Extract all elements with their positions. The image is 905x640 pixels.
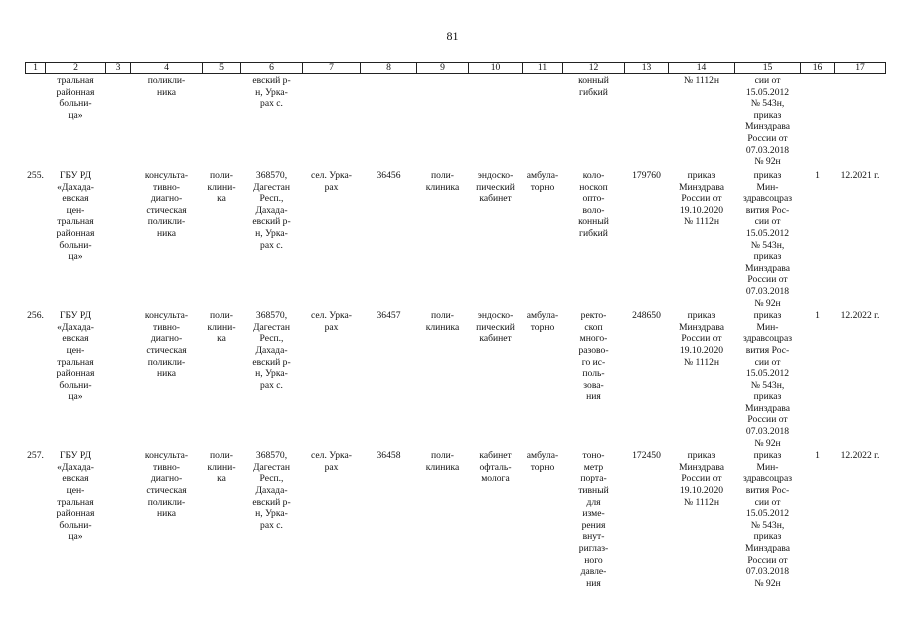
table-cell-col-12: конный гибкий xyxy=(578,75,609,98)
column-header-7: 7 xyxy=(303,63,361,74)
table-cell-col-11 xyxy=(523,74,563,170)
table-cell-col-16: 1 xyxy=(815,450,820,462)
table-cell-col-10 xyxy=(469,74,523,170)
table-cell-col-5: поли- клини- ка xyxy=(207,170,236,205)
table-cell-col-4: консульта- тивно- диагно- стическая поликли- ника xyxy=(144,450,189,520)
table-cell-col-1: 256. xyxy=(27,310,44,322)
table-cell-col-3 xyxy=(106,449,131,610)
column-header-8: 8 xyxy=(361,63,417,74)
table-cell-col-12: ректо- скоп много- разово- го ис- поль- зова- ния xyxy=(578,310,609,403)
table-cell-col-6: евский р- н, Урка- рах с. xyxy=(252,75,291,110)
page-number: 81 xyxy=(446,29,459,43)
table-cell-col-15: приказ Мин- здравсоцраз вития Рос- сии от 15.05.2012 № 543н, приказ Минздрава России от 07.03.2018 № 92н xyxy=(742,170,793,309)
table-cell-col-15: сии от 15.05.2012 № 543н, приказ Минздрава России от 07.03.2018 № 92н xyxy=(744,75,790,168)
table-cell-col-9: поли- клиника xyxy=(425,450,460,473)
table-cell-col-9: поли- клиника xyxy=(425,310,460,333)
column-header-15: 15 xyxy=(735,63,801,74)
table-cell-col-17: 12.2022 г. xyxy=(840,450,880,462)
table-row xyxy=(26,169,886,309)
table-cell-col-6: 368570, Дагестан Респ., Дахада- евский р- н, Урка- рах с. xyxy=(252,310,291,391)
table-cell-col-1: 255. xyxy=(27,170,44,181)
table-cell-col-14: № 1112н xyxy=(683,75,720,86)
table-cell-col-10: эндоско- пический кабинет xyxy=(476,310,515,345)
table-cell-col-13: 179760 xyxy=(632,170,661,181)
table-cell-col-1 xyxy=(26,74,46,170)
column-header-14: 14 xyxy=(669,63,735,74)
table-cell-col-7 xyxy=(303,74,361,170)
table-cell-col-2: тральная районная больни- ца» xyxy=(56,75,95,121)
table-cell-col-4: консульта- тивно- диагно- стическая поликли- ника xyxy=(144,310,189,380)
table-cell-col-3 xyxy=(106,309,131,449)
table-cell-col-6: 368570, Дагестан Респ., Дахада- евский р- н, Урка- рах с. xyxy=(252,170,291,251)
table-cell-col-17: 12.2021 г. xyxy=(840,170,880,181)
table-cell-col-15: приказ Мин- здравсоцраз вития Рос- сии от 15.05.2012 № 543н, приказ Минздрава России от 07.03.2018 № 92н xyxy=(742,310,793,449)
column-header-17: 17 xyxy=(835,63,886,74)
column-header-4: 4 xyxy=(131,63,203,74)
column-header-16: 16 xyxy=(801,63,835,74)
column-header-10: 10 xyxy=(469,63,523,74)
table-cell-col-14: приказ Минздрава России от 19.10.2020 № 1112н xyxy=(678,310,724,368)
table-cell-col-5: поли- клини- ка xyxy=(207,310,236,345)
table-cell-col-7: сел. Урка- рах xyxy=(311,170,352,193)
table-cell-col-1: 257. xyxy=(27,450,44,462)
table-cell-col-2: ГБУ РД «Дахада- евская цен- тральная районная больни- ца» xyxy=(56,450,95,543)
table-cell-col-16: 1 xyxy=(815,170,820,181)
table-cell-col-10: кабинет офталь- молога xyxy=(479,450,512,485)
column-header-5: 5 xyxy=(203,63,241,74)
table-cell-col-9: поли- клиника xyxy=(425,170,460,193)
table-cell-col-7: сел. Урка- рах xyxy=(311,450,352,473)
table-cell-col-8: 36457 xyxy=(376,310,401,322)
table-cell-col-14: приказ Минздрава России от 19.10.2020 № 1112н xyxy=(678,170,724,228)
table-cell-col-16: 1 xyxy=(815,310,820,322)
equipment-table xyxy=(25,62,886,610)
table-row xyxy=(26,74,886,170)
table-cell-col-16 xyxy=(801,74,835,170)
table-cell-col-8: 36458 xyxy=(376,450,401,462)
table-cell-col-2: ГБУ РД «Дахада- евская цен- тральная районная больни- ца» xyxy=(56,170,95,263)
column-header-11: 11 xyxy=(523,63,563,74)
table-cell-col-17 xyxy=(835,74,886,170)
table-cell-col-13: 248650 xyxy=(632,310,661,322)
table-cell-col-2: ГБУ РД «Дахада- евская цен- тральная районная больни- ца» xyxy=(56,310,95,403)
column-header-12: 12 xyxy=(563,63,625,74)
column-header-9: 9 xyxy=(417,63,469,74)
table-cell-col-17: 12.2022 г. xyxy=(840,310,880,322)
table-cell-col-3 xyxy=(106,74,131,170)
column-number-header xyxy=(26,63,886,74)
table-cell-col-6: 368570, Дагестан Респ., Дахада- евский р- н, Урка- рах с. xyxy=(252,450,291,531)
table-cell-col-14: приказ Минздрава России от 19.10.2020 № 1112н xyxy=(678,450,724,508)
column-header-1: 1 xyxy=(26,63,46,74)
table-cell-col-11: амбула- торно xyxy=(526,450,559,473)
table-row xyxy=(26,449,886,610)
table-cell-col-11: амбула- торно xyxy=(526,310,559,333)
table-cell-col-8: 36456 xyxy=(376,170,401,181)
table-cell-col-8 xyxy=(361,74,417,170)
column-header-2: 2 xyxy=(46,63,106,74)
table-cell-col-9 xyxy=(417,74,469,170)
table-cell-col-5: поли- клини- ка xyxy=(207,450,236,485)
table-cell-col-13: 172450 xyxy=(632,450,661,462)
table-cell-col-15: приказ Мин- здравсоцраз вития Рос- сии от 15.05.2012 № 543н, приказ Минздрава России от 07.03.2018 № 92н xyxy=(742,450,793,589)
table-cell-col-3 xyxy=(106,169,131,309)
table-cell-col-12: тоно- метр порта- тивный для изме- рения внут- риглаз- ного давле- ния xyxy=(578,450,609,589)
table-cell-col-4: консульта- тивно- диагно- стическая поликли- ника xyxy=(144,170,189,239)
table-cell-col-5 xyxy=(203,74,241,170)
table-row xyxy=(26,309,886,449)
table-cell-col-10: эндоско- пический кабинет xyxy=(476,170,515,205)
table-cell-col-7: сел. Урка- рах xyxy=(311,310,352,333)
column-header-6: 6 xyxy=(241,63,303,74)
column-header-3: 3 xyxy=(106,63,131,74)
table-cell-col-12: коло- носкоп опто- воло- конный гибкий xyxy=(578,170,609,239)
column-header-13: 13 xyxy=(625,63,669,74)
table-cell-col-11: амбула- торно xyxy=(526,170,559,193)
table-cell-col-4: поликли- ника xyxy=(147,75,186,98)
table-cell-col-13 xyxy=(625,74,669,170)
